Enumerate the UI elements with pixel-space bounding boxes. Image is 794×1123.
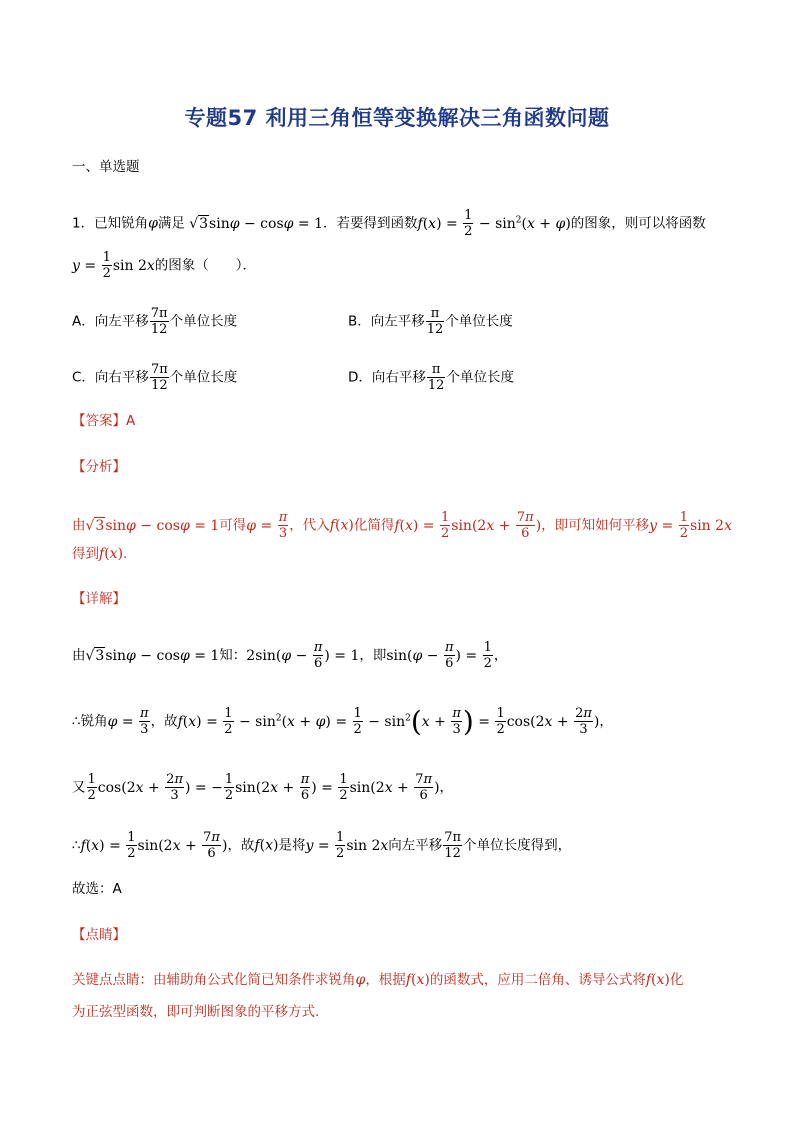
math-expression: f(x) = $\frac{1}{2}$ − $\sin^2(x + \varphi)$ — [417, 208, 571, 239]
question-number: 1． — [72, 215, 95, 232]
detail-label: 【详解】 — [72, 591, 126, 607]
analysis-line-2: 得到f(x). — [72, 546, 128, 562]
detail-choice: 故选：A — [72, 881, 122, 897]
option-row-1 — [72, 306, 513, 337]
comment-line-2: 为正弦型函数，即可判断图象的平移方式. — [72, 1004, 320, 1020]
section-heading: 一、单选题 — [72, 159, 140, 175]
answer-line — [72, 412, 135, 430]
option-d[interactable]: D．向右平移 $\frac{\pi}{12}$ 个单位长度 — [348, 362, 514, 393]
question-text: ．若要得到函数 — [323, 215, 418, 232]
option-c[interactable]: C．向右平移 $\frac{7\pi}{12}$ 个单位长度 — [72, 362, 238, 393]
detail-line-4: ∴f(x) = $\frac{1}{2}$ sin(2x + $\frac{7\pi}{6}$ )，故f(x)是将y = $\frac{1}{2}$ sin 2x向左平移 $\frac{7\pi}{12}$ 个单位长度得到， — [72, 830, 572, 861]
detail-line-1: 由√3sinφ − cosφ = 1知：2sin(φ − $\frac{\pi}{6}$ ) = 1，即sin(φ − $\frac{\pi}{6}$ ) = $\frac{1}{2}$ ， — [72, 640, 508, 671]
answer-value: A — [126, 413, 136, 429]
question-text: 已知锐角 — [94, 215, 149, 232]
math-expression: y = $\frac{1}{2}$ sin 2x — [72, 250, 155, 281]
option-row-2 — [72, 362, 514, 393]
math-expression: √3sinφ − cosφ = 1 — [189, 215, 323, 232]
comment-line-1: 关键点点睛：由辅助角公式化简已知条件求锐角φ，根据f(x)的函数式，应用二倍角、诱导公式将f(x)化 — [72, 972, 684, 988]
option-a[interactable]: A．向左平移 $\frac{7\pi}{12}$ 个单位长度 — [72, 306, 238, 337]
detail-line-3: 又 $\frac{1}{2}$ cos(2x + $\frac{2\pi}{3}$ ) = − $\frac{1}{2}$ sin(2x + $\frac{\pi}{6}$ ) = $\frac{1}{2}$ sin(2x + $\frac{7\pi}{6}$ )， — [72, 772, 454, 803]
page-title: 专题57 利用三角恒等变换解决三角函数问题 — [184, 106, 610, 130]
comment-label: 【点睛】 — [72, 927, 126, 943]
option-b[interactable]: B．向左平移 $\frac{\pi}{12}$ 个单位长度 — [348, 306, 513, 337]
detail-line-2: ∴锐角φ = $\frac{\pi}{3}$ ，故f(x) = $\frac{1}{2}$ − $\sin^2(x + \varphi)$ = $\frac{1}{2}$ − $\sin^2(x$ + $\frac{\pi}{3}$ ) = $\frac{1}{2}$ cos(2x + $\frac{2\pi}{3}$ )， — [72, 704, 613, 738]
question-line-1 — [72, 208, 706, 239]
question-text: 的图象（ ）． — [154, 257, 257, 274]
math: φ — [148, 215, 158, 232]
answer-label: 【答案】 — [72, 413, 126, 429]
question-line-2 — [72, 250, 256, 281]
analysis-line-1: 由√3sinφ − cosφ = 1可得φ = $\frac{\pi}{3}$ ，代入f(x)化简得f(x) = $\frac{1}{2}$ sin(2x + $\frac{7\pi}{6}$ )，即可知如何平移y = $\frac{1}{2}$ sin 2x — [72, 510, 732, 541]
analysis-label: 【分析】 — [72, 459, 126, 475]
question-text: 满足 — [157, 215, 185, 232]
question-text: 的图象，则可以将函数 — [570, 215, 706, 232]
